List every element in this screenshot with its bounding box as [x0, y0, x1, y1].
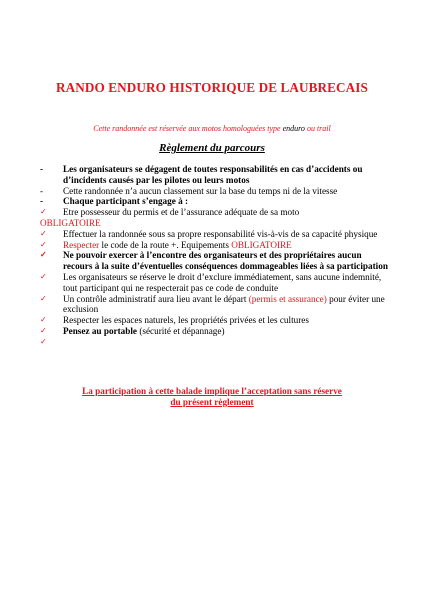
rule-mandatory-note: OBLIGATOIRE — [40, 217, 101, 228]
rule-empty — [40, 337, 390, 348]
rule-text: Ne pouvoir exercer à l’encontre des organisateurs et des propriétaires aucun recours à la suite d’éventuelles conséquences dommageables liées à sa participation — [63, 250, 388, 272]
check-icon: ✓ — [40, 250, 47, 260]
rule-text-code: le code de la route +. Equipements — [99, 239, 232, 250]
rule-highway-code — [40, 240, 390, 251]
check-icon: ✓ — [40, 325, 47, 335]
check-icon: ✓ — [40, 271, 47, 281]
dash-marker: - — [40, 164, 44, 174]
rule-participant-commitment — [40, 196, 390, 207]
rule-no-ranking — [40, 186, 390, 197]
rule-text: Les organisateurs se dégagent de toutes responsabilités en cas d’accidents ou d’incidents causés par les pilotes ou leurs motos — [63, 164, 363, 185]
subtitle-part3: ou trail — [304, 124, 331, 133]
rule-text: Respecter les espaces naturels, les propriétés privées et les cultures — [63, 315, 309, 326]
rule-nature-respect — [40, 315, 390, 326]
closing-line-2: du présent règlement — [170, 397, 254, 407]
rule-text-mandatory: OBLIGATOIRE — [231, 239, 292, 250]
section-title: Règlement du parcours — [159, 142, 265, 154]
rule-text-b: (permis et assurance) — [248, 293, 327, 304]
closing-line-1: La participation à cette balade implique l’acceptation sans réserve — [82, 386, 342, 396]
rule-admin-check — [40, 294, 390, 316]
rule-text-respect: Respecter — [63, 239, 100, 250]
page-title: RANDO ENDURO HISTORIQUE DE LAUBRECAIS — [56, 80, 368, 95]
dash-marker: - — [40, 196, 44, 207]
rule-exclusion-right — [40, 272, 390, 294]
rules-list — [40, 164, 390, 348]
dash-marker: - — [40, 185, 44, 196]
subtitle-part1: Cette randonnée est réservée aux motos homologuées type — [93, 124, 283, 133]
subtitle-part2: enduro — [282, 124, 305, 133]
rule-own-responsibility — [40, 229, 390, 240]
check-icon: ✓ — [40, 315, 47, 325]
closing-statement — [0, 386, 424, 408]
rule-text-a: Un contrôle administratif aura lieu avant le départ — [63, 293, 249, 304]
check-icon: ✓ — [40, 207, 47, 217]
rule-phone — [40, 326, 390, 337]
rule-text-c: pour éviter une exclusion — [63, 293, 385, 315]
rule-license-insurance — [40, 207, 390, 218]
check-icon: ✓ — [40, 336, 47, 346]
rule-text: Cette randonnée n’a aucun classement sur la base du temps ni de la vitesse — [63, 185, 338, 196]
rule-text: Chaque participant s’engage à : — [63, 196, 189, 207]
rule-organizers-responsibility — [40, 164, 390, 186]
rule-text-a: Pensez au portable — [63, 325, 138, 336]
rule-text: Effectuer la randonnée sous sa propre responsabilité vis-à-vis de sa capacité physique — [63, 228, 378, 239]
check-icon: ✓ — [40, 293, 47, 303]
rule-text: Les organisateurs se réserve le droit d’exclure immédiatement, sans aucune indemnité, tout participant qui ne respecterait pas ce code de conduite — [63, 271, 382, 293]
rule-no-recourse — [40, 250, 390, 272]
rule-text: Etre possesseur du permis et de l’assurance adéquate de sa moto — [63, 207, 300, 218]
check-icon: ✓ — [40, 239, 47, 249]
rule-text-b: (sécurité et dépannage) — [137, 325, 225, 336]
check-icon: ✓ — [40, 228, 47, 238]
subtitle — [0, 124, 424, 133]
